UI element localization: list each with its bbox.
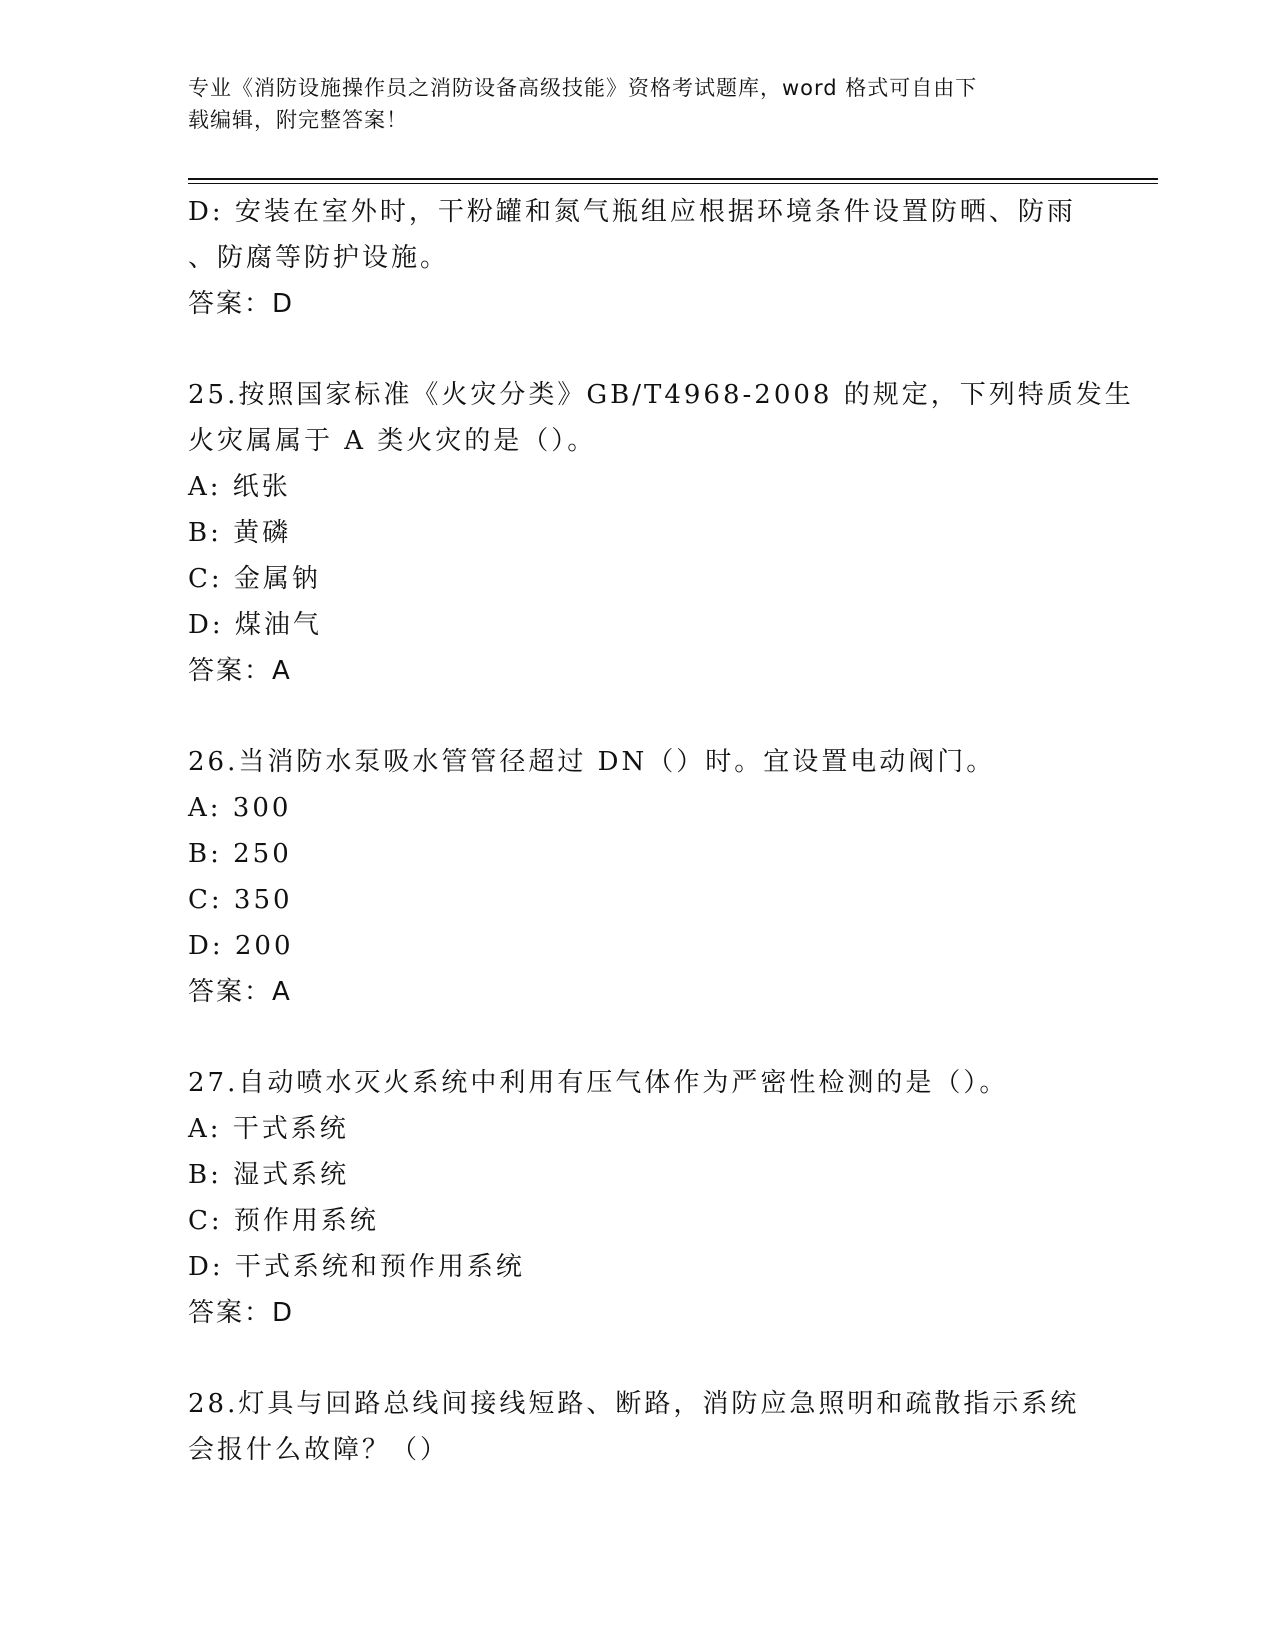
option-c: C: 350: [188, 885, 293, 915]
option-d: D: 干式系统和预作用系统: [188, 1252, 525, 1282]
answer: 答案：D: [188, 1298, 295, 1328]
option-a: A: 纸张: [188, 472, 291, 502]
question-25: [188, 372, 1134, 694]
question-stem-continued: 会报什么故障？（）: [188, 1435, 450, 1465]
question-list: [188, 189, 1134, 1473]
question-28: [188, 1381, 1088, 1473]
option-b: B: 黄磷: [188, 518, 292, 548]
header-line-1: 专业《消防设施操作员之消防设备高级技能》资格考试题库，word 格式可自由下: [188, 76, 978, 100]
question-stem-continued: 火灾属属于 A 类火灾的是（）。: [188, 426, 597, 456]
document-header: [188, 72, 1088, 136]
option-a: A: 300: [188, 793, 292, 823]
question-stem: 26.当消防水泵吸水管管径超过 DN（）时。宜设置电动阀门。: [188, 747, 996, 777]
answer: 答案：A: [188, 656, 292, 686]
header-divider-thick: [188, 178, 1158, 180]
option-d: D: 煤油气: [188, 610, 322, 640]
option-c: C: 金属钠: [188, 564, 321, 594]
header-divider-thin: [188, 183, 1158, 184]
option-b: B: 湿式系统: [188, 1160, 350, 1190]
option-c: C: 预作用系统: [188, 1206, 379, 1236]
option-b: B: 250: [188, 839, 292, 869]
question-27: [188, 1060, 1088, 1336]
header-line-2: 载编辑，附完整答案！: [188, 108, 408, 132]
answer: 答案：D: [188, 289, 295, 319]
option-d-continued: 、防腐等防护设施。: [188, 243, 450, 273]
question-stem: 27.自动喷水灭火系统中利用有压气体作为严密性检测的是（）。: [188, 1068, 1009, 1098]
option-d: D: 200: [188, 931, 294, 961]
question-26: [188, 739, 1088, 1015]
answer: 答案：A: [188, 977, 292, 1007]
option-d: D: 安装在室外时，干粉罐和氮气瓶组应根据环境条件设置防晒、防雨: [188, 197, 1076, 227]
question-stem: 25.按照国家标准《火灾分类》GB/T4968-2008 的规定，下列特质发生: [188, 380, 1134, 410]
option-a: A: 干式系统: [188, 1114, 349, 1144]
previous-question-tail: [188, 189, 1088, 327]
question-stem: 28.灯具与回路总线间接线短路、断路，消防应急照明和疏散指示系统: [188, 1389, 1080, 1419]
